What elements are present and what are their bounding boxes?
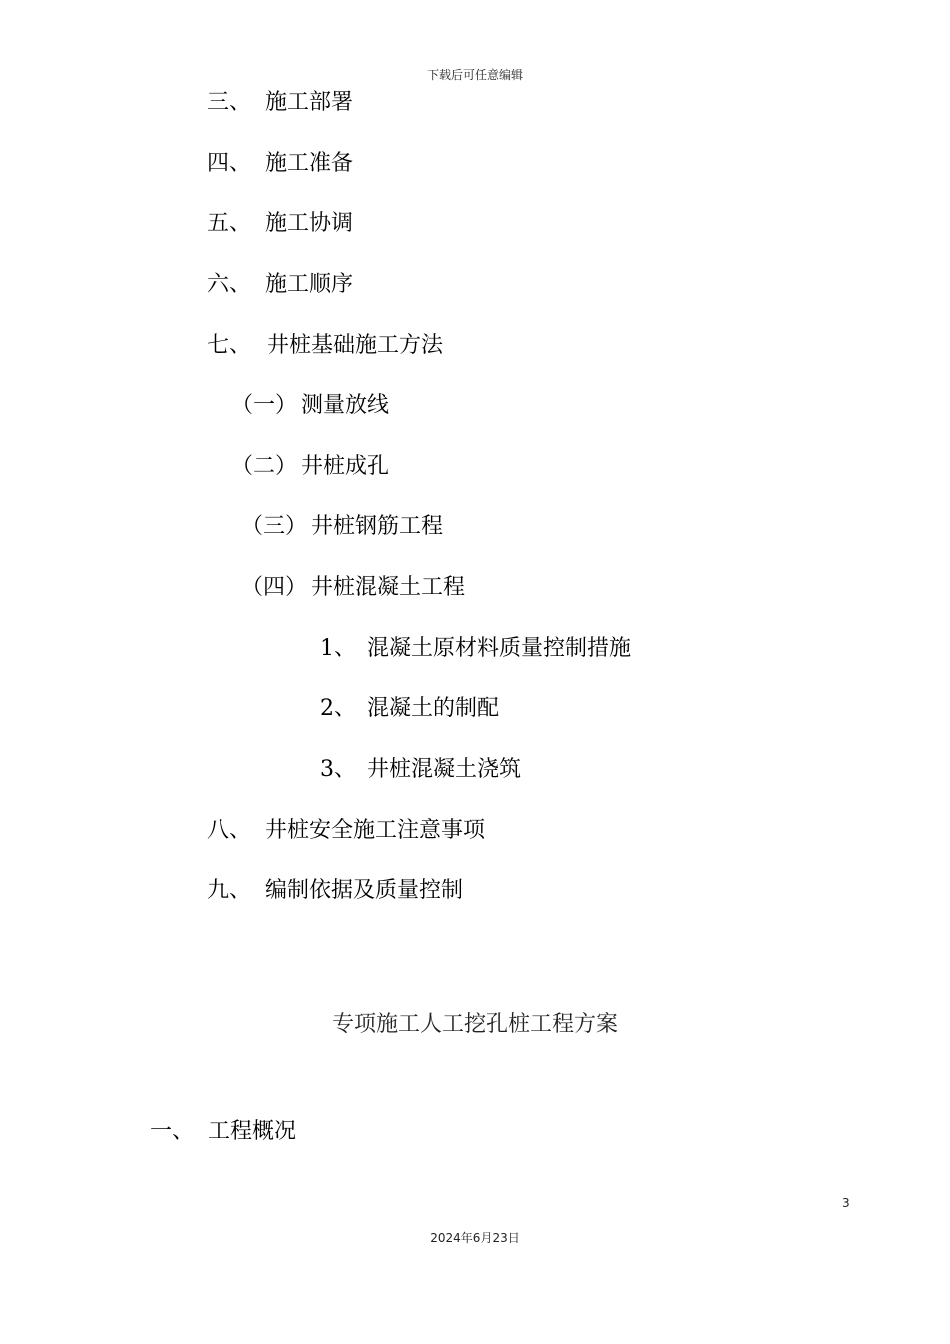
toc-item-number: （二） xyxy=(231,454,298,479)
toc-item-label: 施工准备 xyxy=(265,151,354,176)
header-note: 下载后可任意编辑 xyxy=(426,68,523,82)
footer-date: 2024年6月23日 xyxy=(430,1231,520,1245)
toc-item-label: 井桩混凝土浇筑 xyxy=(367,757,522,782)
toc-item xyxy=(207,877,463,905)
page-number: 3 xyxy=(842,1196,850,1210)
toc-item xyxy=(231,392,389,420)
toc-item-label: 井桩混凝土工程 xyxy=(311,575,466,600)
toc-item xyxy=(207,210,353,238)
toc-item-label: 编制依据及质量控制 xyxy=(265,878,464,903)
toc-item-label: 施工部署 xyxy=(265,90,354,115)
toc-item-number: 四、 xyxy=(207,151,252,176)
section-heading-label: 工程概况 xyxy=(208,1119,297,1144)
toc-item-number: 八、 xyxy=(207,818,252,843)
toc-item xyxy=(207,332,443,360)
toc-item xyxy=(241,513,443,541)
toc-item xyxy=(231,453,389,481)
toc-item-label: 井桩安全施工注意事项 xyxy=(265,818,486,843)
section-heading xyxy=(150,1118,296,1146)
toc-item-label: 施工协调 xyxy=(265,211,354,236)
toc-item-label: 井桩基础施工方法 xyxy=(267,333,444,358)
toc-item-number: 五、 xyxy=(207,211,252,236)
toc-item xyxy=(320,635,631,663)
toc-item xyxy=(320,756,521,784)
toc-item-number: 3、 xyxy=(320,757,356,782)
toc-item-label: 测量放线 xyxy=(301,393,390,418)
document-title: 专项施工人工挖孔桩工程方案 xyxy=(331,1012,618,1037)
toc-item xyxy=(207,89,353,117)
toc-item-label: 混凝土的制配 xyxy=(367,696,500,721)
toc-item-number: （四） xyxy=(241,575,308,600)
toc-item-number: 七、 xyxy=(207,333,252,358)
toc-item-number: 2、 xyxy=(320,696,356,721)
toc-item-label: 井桩成孔 xyxy=(301,454,390,479)
toc-item-number: 1、 xyxy=(320,636,356,661)
toc-item xyxy=(241,574,465,602)
toc-item xyxy=(207,271,353,299)
toc-item-label: 施工顺序 xyxy=(265,272,354,297)
toc-item xyxy=(207,150,353,178)
toc-item-label: 混凝土原材料质量控制措施 xyxy=(367,636,632,661)
toc-item xyxy=(320,695,499,723)
toc-item-number: 三、 xyxy=(207,90,252,115)
toc-item-number: 六、 xyxy=(207,272,252,297)
toc-item-label: 井桩钢筋工程 xyxy=(311,514,444,539)
toc-item-number: （一） xyxy=(231,393,298,418)
toc-item xyxy=(207,817,485,845)
toc-item-number: 九、 xyxy=(207,878,252,903)
toc-item-number: （三） xyxy=(241,514,308,539)
section-number: 一、 xyxy=(150,1119,195,1144)
